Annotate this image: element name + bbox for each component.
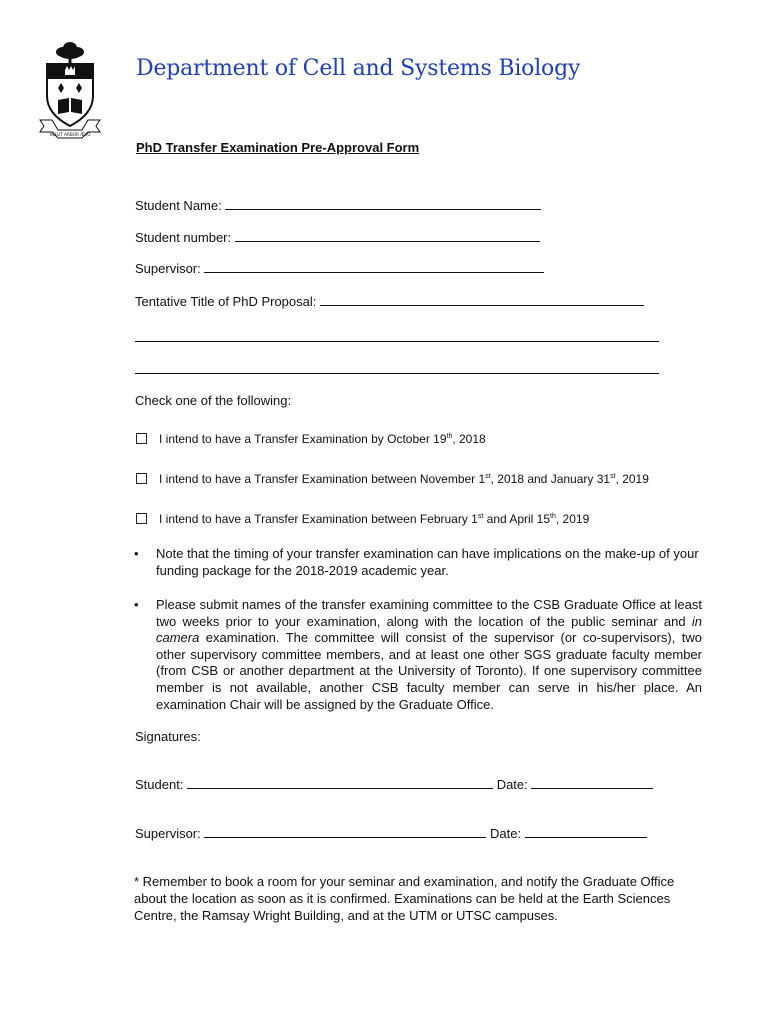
option-nov-jan-text: I intend to have a Transfer Examination between November 1 — [159, 472, 486, 486]
note-committee-italic: in camera — [156, 613, 702, 646]
university-crest-icon — [38, 38, 102, 142]
student-number-field[interactable] — [135, 229, 540, 245]
signatures-heading: Signatures: — [135, 729, 201, 744]
student-name-line[interactable] — [225, 197, 541, 210]
option-nov-jan-post: , 2019 — [615, 472, 649, 486]
option-october-year: , 2018 — [452, 432, 486, 446]
option-feb-apr-sup2: th — [550, 513, 556, 520]
note-funding: Note that the timing of your transfer examination can have implications on the make-up of your funding package for the 2018-2019 academic year. — [156, 546, 699, 578]
supervisor-signature-line[interactable] — [204, 825, 486, 838]
supervisor-date-line[interactable] — [525, 825, 647, 838]
student-signature-line[interactable] — [187, 776, 493, 789]
option-october[interactable] — [136, 432, 486, 446]
bullet-icon: • — [134, 597, 139, 612]
thesis-title-line-2[interactable] — [135, 341, 659, 342]
option-feb-apr-post: , 2019 — [555, 512, 590, 526]
thesis-title-line[interactable] — [320, 293, 644, 306]
student-name-field[interactable] — [135, 197, 541, 213]
thesis-title-field[interactable] — [135, 293, 644, 309]
supervisor-line[interactable] — [204, 260, 544, 273]
student-number-label: Student number: — [135, 230, 232, 245]
note-committee-part2: examination. The committee will consist of the supervisor (or co-supervisors), two other supervisory committee members, and at least one other SGS graduate faculty member (from CSB or another department at the University of Toronto). If one supervisory committee member is not available, another CSB faculty member can serve in his/her place. An examination Chair will be assigned by the Graduate Office. — [156, 630, 702, 712]
option-feb-apr-mid: and April 15 — [483, 512, 551, 526]
footnote: * Remember to book a room for your seminar and examination, and notify the Graduate Office about the location as soon as it is confirmed. Examinations can be held at the Earth Sciences Centre, the Ramsay Wright Building, and at the UTM or UTSC campuses. — [134, 874, 675, 923]
checkbox-feb-apr[interactable] — [136, 513, 147, 524]
thesis-title-line-3[interactable] — [135, 373, 659, 374]
student-date-label: Date: — [496, 777, 528, 792]
option-feb-apr-sup1: st — [477, 513, 484, 520]
option-nov-jan-mid: , 2018 and January 31 — [490, 472, 611, 486]
thesis-title-label: Tentative Title of PhD Proposal: — [135, 294, 317, 309]
option-nov-jan-sup1: st — [485, 473, 491, 480]
crest-motto: VELUT ARBOR ÆVO — [49, 132, 91, 137]
bullet-icon: • — [134, 546, 139, 561]
option-october-sup: th — [446, 433, 453, 440]
supervisor-date-label: Date: — [490, 826, 522, 841]
note-committee — [156, 597, 702, 713]
check-prompt: Check one of the following: — [135, 393, 292, 408]
student-name-label: Student Name: — [135, 198, 222, 213]
student-date-line[interactable] — [531, 776, 653, 789]
supervisor-field[interactable] — [135, 260, 544, 276]
option-feb-apr[interactable] — [136, 512, 589, 526]
supervisor-label: Supervisor: — [135, 261, 201, 276]
student-number-line[interactable] — [235, 229, 540, 242]
supervisor-signature-row[interactable] — [135, 825, 647, 841]
checkbox-october[interactable] — [136, 433, 147, 444]
option-nov-jan-sup2: st — [610, 473, 616, 480]
student-signature-label: Student: — [135, 777, 184, 792]
option-feb-apr-text: I intend to have a Transfer Examination between February 1 — [159, 512, 478, 526]
form-title: PhD Transfer Examination Pre-Approval Form — [136, 140, 420, 155]
checkbox-nov-jan[interactable] — [136, 473, 147, 484]
option-nov-jan[interactable] — [136, 472, 649, 486]
note-committee-part1: Please submit names of the transfer examining committee to the CSB Graduate Office at least two weeks prior to your examination, along with the location of the public seminar and — [156, 597, 702, 629]
option-october-text: I intend to have a Transfer Examination by October 19 — [159, 432, 447, 446]
student-signature-row[interactable] — [135, 776, 653, 792]
supervisor-signature-label: Supervisor: — [135, 826, 201, 841]
department-title: Department of Cell and Systems Biology — [136, 56, 581, 81]
